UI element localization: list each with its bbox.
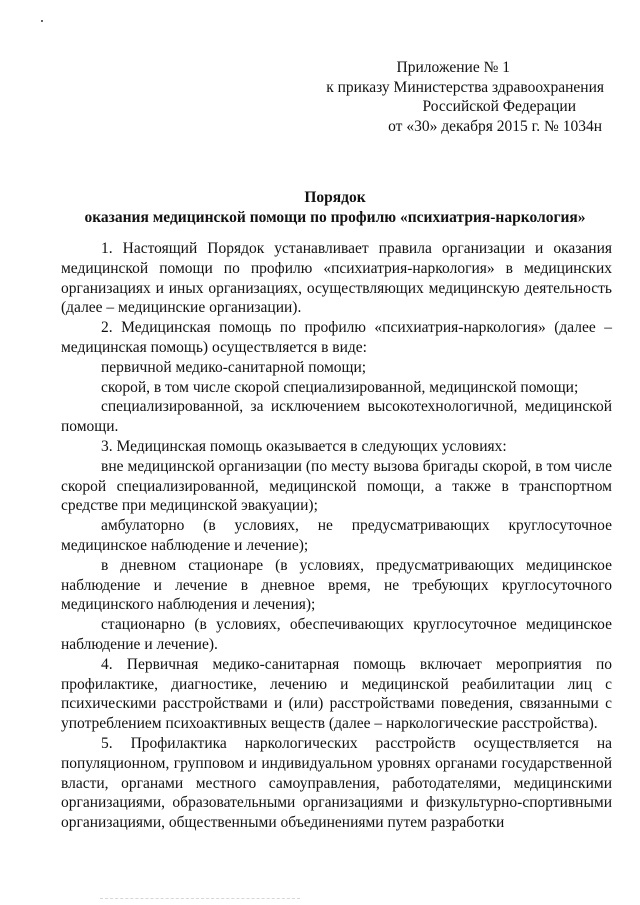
paragraph-3-item-2: амбулаторно (в условиях, не предусматривающих круглосуточное медицинское наблюдение и лечение);: [61, 517, 612, 554]
paragraph-3: 3. Медицинская помощь оказывается в следующих условиях:: [101, 437, 507, 455]
scan-speck: [41, 20, 43, 22]
scan-artifact-line: [100, 892, 300, 899]
paragraph-3-item-1: вне медицинской организации (по месту вызова бригады скорой, в том числе скорой специализированной, медицинской помощи, а также в транспортном средстве при медицинской эвакуации);: [61, 457, 612, 515]
paragraph-2: 2. Медицинская помощь по профилю «психиатрия-наркология» (далее – медицинская помощь) осуществляется в виде:: [61, 319, 612, 356]
paragraph-1: 1. Настоящий Порядок устанавливает правила организации и оказания медицинской помощи по профилю «психиатрия-наркология» в медицинских организациях и иных организациях, осуществляющих медицинскую деятельность (далее – медицинские организации).: [61, 240, 612, 317]
paragraph-2-item-2: скорой, в том числе скорой специализированной, медицинской помощи;: [101, 378, 579, 396]
document-title: [60, 188, 610, 228]
paragraph-4: 4. Первичная медико-санитарная помощь включает мероприятия по профилактике, диагностике, лечению и медицинской реабилитации лиц с психическими расстройствами и (или) расстройствами поведения, связанными с употреблением психоактивных веществ (далее – наркологические расстройства).: [61, 655, 612, 733]
appendix-order-ref: к приказу Министерства здравоохранения: [326, 78, 604, 96]
title-line-1: Порядок: [304, 189, 366, 206]
appendix-federation: Российской Федерации: [422, 98, 576, 115]
title-line-2: оказания медицинской помощи по профилю «психиатрия-наркология»: [84, 209, 586, 226]
document-body: [61, 239, 612, 833]
paragraph-3-item-4: стационарно (в условиях, обеспечивающих круглосуточное медицинское наблюдение и лечение).: [61, 616, 612, 653]
paragraph-2-item-1: первичной медико-санитарной помощи;: [101, 358, 367, 376]
paragraph-3-item-3: в дневном стационаре (в условиях, предусматривающих медицинское наблюдение и лечение в дневное время, не требующих круглосуточного медицинского наблюдения и лечения);: [61, 556, 612, 614]
paragraph-5: 5. Профилактика наркологических расстройств осуществляется на популяционном, групповом и индивидуальном уровнях органами государственной власти, органами местного самоуправления, работодателями, медицинскими организациями, образовательными организациями и физкультурно-спортивными организациями, общественными объединениями путем разработки: [61, 734, 612, 832]
appendix-number: Приложение № 1: [396, 59, 510, 76]
appendix-date: от «30» декабря 2015 г. № 1034н: [388, 117, 602, 135]
paragraph-2-item-3: специализированной, за исключением высокотехнологичной, медицинской помощи.: [61, 398, 612, 436]
appendix-header: [304, 58, 604, 136]
